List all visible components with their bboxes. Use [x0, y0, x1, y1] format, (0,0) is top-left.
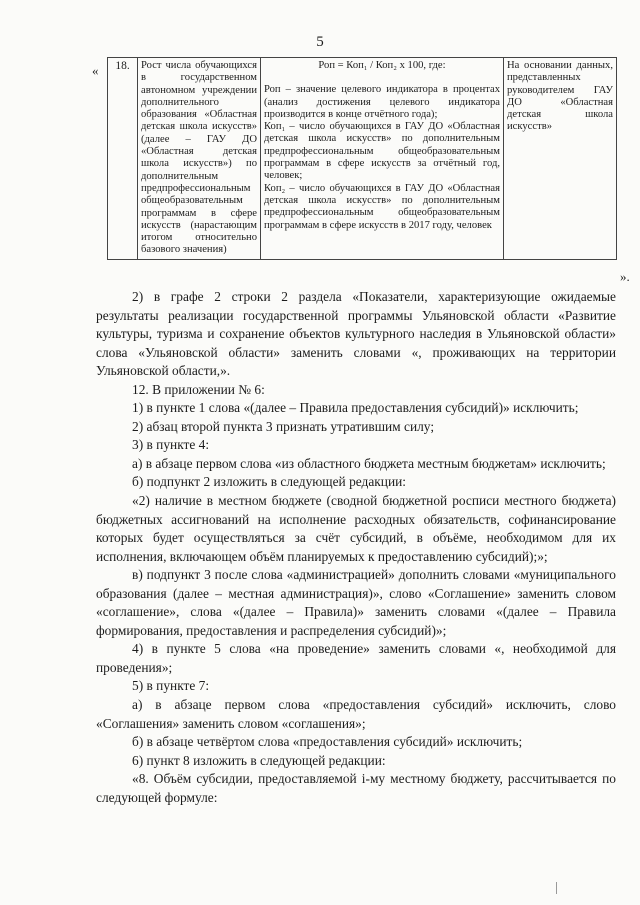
indicator-name-cell: Рост числа обучающихся в государственном автономном учреждении дополнительного образования «Областная детская школа искусств» (далее – ГАУ ДО «Областная детская школа искусств») по дополнительным предпрофессиональным общеобразовательным программам в сфере искусств (нарастающим итогом относительно базового значения) — [138, 58, 261, 260]
paragraph: «2) наличие в местном бюджете (сводной бюджетной росписи местного бюджета) бюджетных ассигнований на исполнение расходных обязательств, софинансирование которых будет осуществляться за счёт субсидий, в объёме, необходимом для их исполнения, включающем объём планируемых к предоставлению субсидий);»; — [96, 493, 616, 564]
paragraph: б) подпункт 2 изложить в следующей редакции: — [132, 474, 407, 490]
paragraph: 2) в графе 2 строки 2 раздела «Показатели, характеризующие ожидаемые результаты реализации государственной программы Ульяновской области «Развитие культуры, туризма и сохранение объектов культурного наследия в Ульяновской области» слова «Ульяновской области» заменить словами «, проживающих на территории Ульяновской области,». — [96, 289, 616, 379]
opening-quote-mark: « — [92, 63, 99, 78]
amendment-text — [96, 288, 616, 807]
page-number: 5 — [316, 34, 324, 50]
calc-definition: Роп – значение целевого индикатора в процентах (анализ достижения целевого индикатора производится в конце отчётного года); — [264, 84, 500, 120]
paragraph: 3) в пункте 4: — [132, 437, 210, 453]
formula: Роп = Коп₁ / Коп₂ х 100, где: — [318, 60, 446, 71]
paragraph: 1) в пункте 1 слова «(далее – Правила предоставления субсидий)» исключить; — [132, 400, 579, 416]
calc-definition: Коп₂ – число обучающихся в ГАУ ДО «Областная детская школа искусств» по дополнительным предпрофессиональным общеобразовательным программам в сфере искусств в 2017 году, человек — [264, 182, 500, 231]
calc-definition: Коп₁ – число обучающихся в ГАУ ДО «Областная детская школа искусств» по дополнительным предпрофессиональным общеобразовательным программам в сфере искусств за отчётный год, человек; — [264, 121, 500, 182]
paragraph: а) в абзаце первом слова «предоставления субсидий» исключить, слово «Соглашения» заменить словом «соглашения»; — [96, 697, 616, 731]
indicator-table — [107, 57, 617, 260]
paragraph: в) подпункт 3 после слова «администрацией» дополнить словами «муниципального образования (далее – местная администрация)», слово «Соглашение» заменить словом «соглашение», слова «(далее – Правила)» заменить словами «(далее – Правила формирования, предоставления и распределения субсидий)»; — [96, 567, 616, 638]
row-number-cell: 18. — [108, 58, 138, 260]
paragraph: 12. В приложении № 6: — [132, 381, 265, 397]
data-source-cell: На основании данных, представленных руководителем ГАУ ДО «Областная детская школа искусств» — [504, 58, 617, 260]
calculation-method-cell — [261, 58, 504, 260]
paragraph: 6) пункт 8 изложить в следующей редакции: — [132, 752, 386, 768]
paragraph: 5) в пункте 7: — [132, 678, 210, 694]
scan-artifact-mark — [556, 882, 557, 894]
table-row — [108, 58, 617, 260]
paragraph: а) в абзаце первом слова «из областного бюджета местным бюджетам» исключить; — [132, 455, 606, 471]
paragraph: 4) в пункте 5 слова «на проведение» заменить словами «, необходимой для проведения»; — [96, 641, 616, 675]
paragraph: б) в абзаце четвёртом слова «предоставления субсидий» исключить; — [132, 734, 523, 750]
paragraph: 2) абзац второй пункта 3 признать утратившим силу; — [132, 418, 435, 434]
paragraph: «8. Объём субсидии, предоставляемой i-му местному бюджету, рассчитывается по следующей формуле: — [96, 771, 616, 805]
closing-quote-mark: ». — [620, 269, 630, 284]
